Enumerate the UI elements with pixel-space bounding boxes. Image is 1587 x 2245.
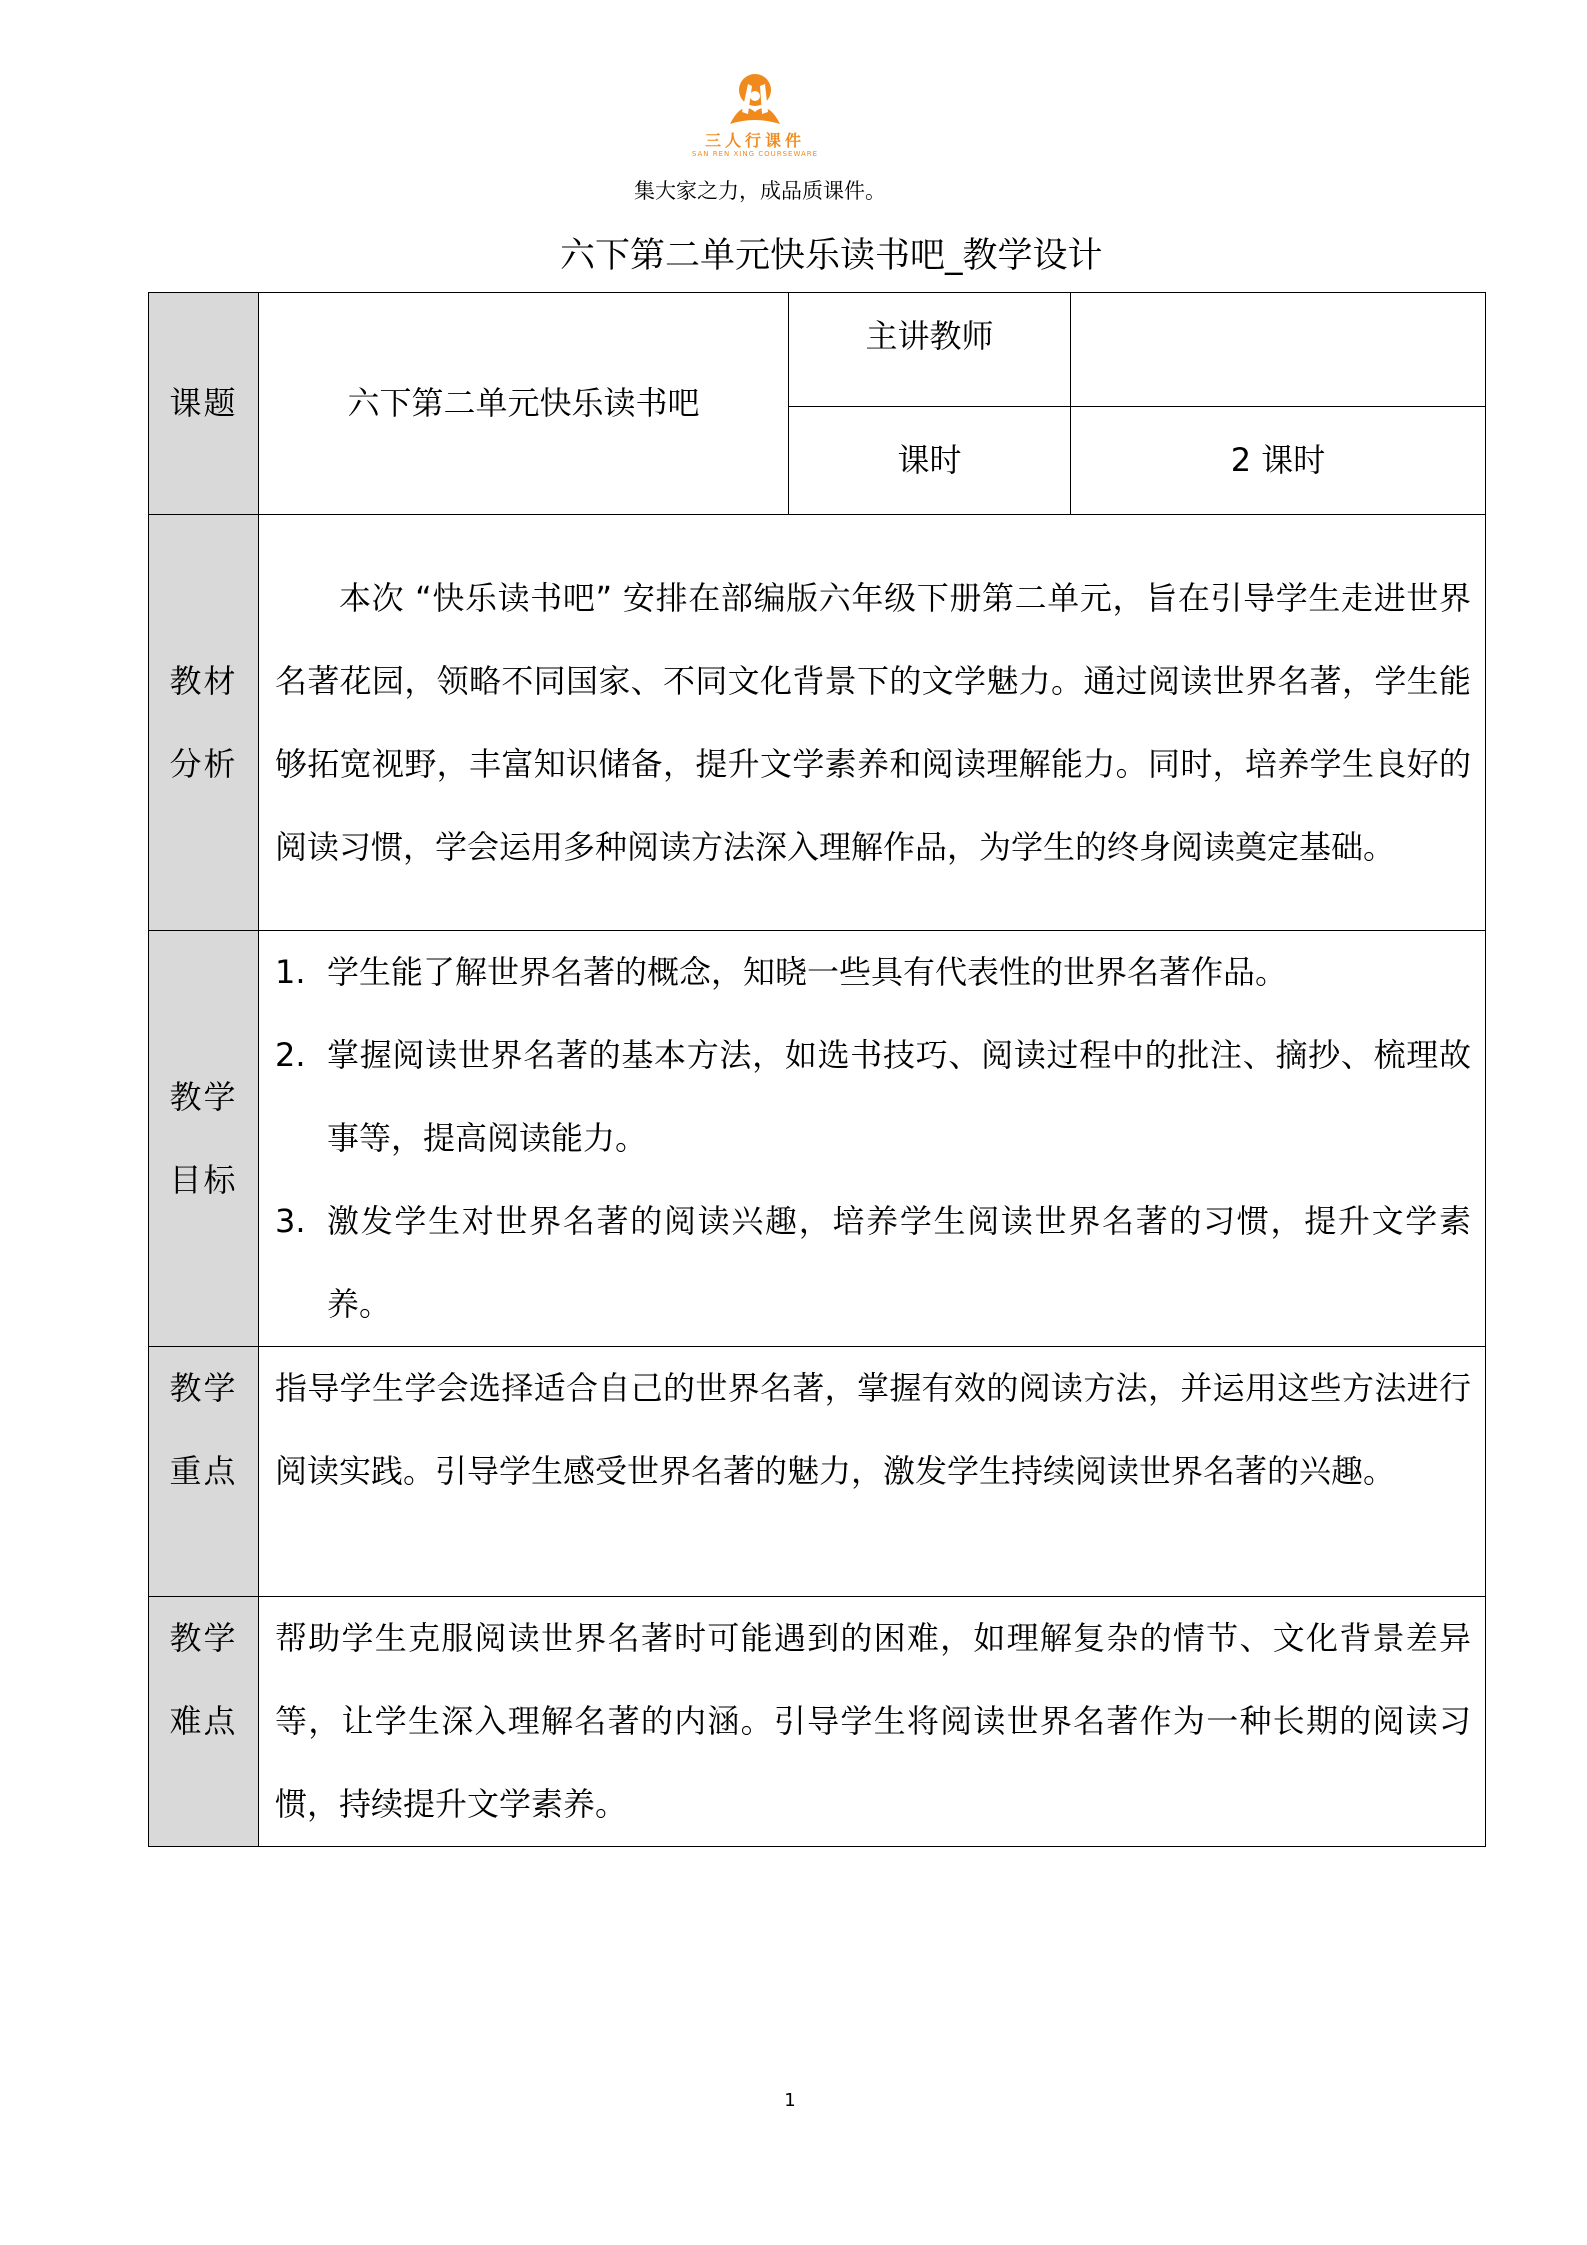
difficulty-content [259,1597,1486,1847]
analysis-label [149,515,259,931]
goal-item [275,931,1471,1014]
page-number: 1 [784,2090,796,2111]
difficulty-label [149,1597,259,1847]
goal-number: 2. [275,1036,306,1074]
document-title: 六下第二单元快乐读书吧_教学设计 [560,236,1103,276]
goal-text: 掌握阅读世界名著的基本方法，如选书技巧、阅读过程中的批注、摘抄、梳理故事等，提高阅读能力。 [327,1036,1471,1157]
teacher-label: 主讲教师 [789,293,1071,407]
goal-item [275,1180,1471,1346]
logo-text: 三人行课件 [704,131,805,150]
difficulty-label-line1: 教学 [169,1619,238,1657]
analysis-label-line2: 分析 [169,744,238,783]
key-label-line2: 重点 [169,1452,238,1490]
key-points-label [149,1347,259,1597]
slogan: 集大家之力，成品质课件。 [634,179,886,203]
topic-value: 六下第二单元快乐读书吧 [259,293,789,515]
key-points-text: 指导学生学会选择适合自己的世界名著，掌握有效的阅读方法，并运用这些方法进行阅读实践。引导学生感受世界名著的魅力，激发学生持续阅读世界名著的兴趣。 [275,1369,1471,1490]
analysis-text: 本次 “快乐读书吧” 安排在部编版六年级下册第二单元，旨在引导学生走进世界名著花园，领略不同国家、不同文化背景下的文学魅力。通过阅读世界名著，学生能够拓宽视野，丰富知识储备，提升文学素养和阅读理解能力。同时，培养学生良好的阅读习惯，学会运用多种阅读方法深入理解作品，为学生的终身阅读奠定基础。 [275,578,1471,866]
goals-label-line2: 目标 [169,1160,238,1199]
goal-text: 激发学生对世界名著的阅读兴趣，培养学生阅读世界名著的习惯，提升文学素养。 [327,1202,1471,1323]
goal-item [275,1014,1471,1180]
lesson-plan-table [148,292,1486,1847]
hours-label: 课时 [789,407,1071,515]
key-label-line1: 教学 [169,1369,238,1407]
goals-content [259,931,1486,1347]
difficulty-text: 帮助学生克服阅读世界名著时可能遇到的困难，如理解复杂的情节、文化背景差异等，让学生深入理解名著的内涵。引导学生将阅读世界名著作为一种长期的阅读习惯，持续提升文学素养。 [275,1619,1471,1823]
goals-label [149,931,259,1347]
analysis-label-line1: 教材 [169,661,238,700]
goal-number: 1. [275,953,306,991]
difficulty-label-line2: 难点 [169,1702,238,1740]
goal-number: 3. [275,1202,306,1240]
goal-text: 学生能了解世界名著的概念，知晓一些具有代表性的世界名著作品。 [327,953,1288,991]
goals-label-line1: 教学 [169,1077,238,1116]
topic-label: 课题 [149,293,259,515]
key-points-content [259,1347,1486,1597]
hours-value: 2 课时 [1071,407,1486,515]
analysis-content [259,515,1486,931]
logo-subtext: SAN REN XING COURSEWARE [691,150,819,158]
teacher-value [1071,293,1486,407]
